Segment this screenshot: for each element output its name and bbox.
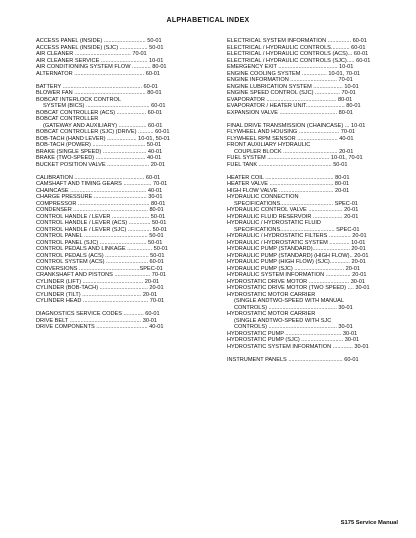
index-entry: BOBCAT INTERLOCK CONTROL [36, 96, 121, 103]
index-entry: CYLINDER HEAD .......................................... 70-01 [36, 298, 165, 304]
index-entry: CHAINCASE ................................................. 40-01 [36, 187, 163, 194]
index-entry: FLYWHEEL AND HOUSING .......................... 70-01 [227, 129, 356, 135]
index-entry: FINAL DRIVE TRANSMISSION (CHAINCASE) ... 10-01 [227, 122, 366, 129]
index-entry: HYDRAULIC PUMP (SJC) ................................ 20-01 [227, 265, 360, 272]
index-entry: CONTROL PANEL ......................................... 50-01 [36, 233, 164, 239]
index-entry: CONTROL PANEL (SJC) .............................. 50-01 [36, 239, 163, 246]
index-entry: ACCESS PANEL (INSIDE) (SJC) .................. 50-01 [36, 44, 164, 51]
index-entry-continuation: SYSTEM (BICS) ......................................... 60-01 [43, 103, 166, 109]
index-entry: CONTROL PEDALS AND LINKAGE ................ 50-01 [36, 246, 168, 252]
index-entry: AIR CLEANER .................................... 70-01 [36, 51, 147, 57]
index-entry: DIAGNOSTICS SERVICE CODES ............. 60-01 [36, 311, 160, 317]
page-title: ALPHABETICAL INDEX [166, 17, 250, 24]
index-entry: HEATER VALVE ......................................... 80-01 [227, 181, 350, 187]
index-entry: CONTROL HANDLE / LEVER (SJC) ............... 50-01 [36, 226, 167, 233]
index-entry: CRANKSHAFT AND PISTONS ....................... 70-01 [36, 272, 167, 278]
index-entry: BOB-TACH (POWER) .................................. 50-01 [36, 142, 162, 148]
index-entry: ENGINE INFORMATION .............................. 70-01 [227, 77, 353, 83]
index-entry: HYDRAULIC SYSTEM INFORMATION ................ 20-01 [227, 272, 367, 278]
index-entry: CYLINDER (LIFT) ....................................... 20-01 [36, 278, 160, 285]
index-entry: ELECTRICAL / HYDRAULIC CONTROLS............ 60-01 [227, 44, 366, 51]
index-entry: CHARGE PRESSURE .................................. 30-01 [36, 194, 163, 200]
index-entry: ENGINE SPEED CONTROL (SJC) ................ 70-01 [227, 90, 356, 96]
index-entry: EVAPORATOR / HEATER UNIT......................... 80-01 [227, 103, 361, 109]
index-entry: ALTERNATOR ............................................. 60-01 [36, 70, 161, 77]
index-entry: ENGINE COOLING SYSTEM ................ 10-01, 70-01 [227, 70, 361, 77]
index-entry: HYDRAULIC PUMP (HIGH FLOW) (SJC)............. 20-01 [227, 259, 366, 265]
index-entry: BLOWER FAN .............................................. 80-01 [36, 90, 162, 96]
index-entry: CYLINDER (BOB-TACH) ............................... 20-01 [36, 285, 164, 291]
index-entry: HYDROSTATIC PUMP (SJC) ........................... 30-01 [227, 337, 360, 343]
index-entry: DRIVE COMPONENTS ................................. 40-01 [36, 324, 164, 330]
index-entry: HYDROSTATIC MOTOR CARRIER [227, 291, 316, 298]
index-entry: FUEL SYSTEM ........................................ 10-01, 70-01 [227, 155, 363, 161]
index-entry: ELECTRICAL / HYDRAULIC CONTROLS (SJC)..... 60-01 [227, 57, 371, 64]
index-entry: HYDROSTATIC MOTOR CARRIER [227, 311, 316, 317]
index-entry: FLYWHEEL RPM SENSOR .......................... 40-01 [227, 135, 354, 142]
index-entry: AIR CONDITIONING SYSTEM FLOW ............ 80-01 [36, 64, 167, 70]
index-column-right [227, 38, 407, 363]
index-entry: HYDRAULIC PUMP (STANDARD)........................ 20-01 [227, 246, 366, 252]
index-entry: BRAKE (TWO-SPEED) ................................ 40-01 [36, 155, 162, 161]
index-entry: FRONT AUXILIARY HYDRAULIC [227, 142, 311, 148]
index-entry: EMERGENCY EXIT ...................................... 10-01 [227, 64, 354, 70]
index-entry: CONTROL SYSTEM (ACS) ........................... 60-01 [36, 259, 164, 265]
index-entry: ELECTRICAL / HYDRAULIC CONTROLS (ACS)... 60-01 [227, 51, 369, 57]
index-entry: HYDROSTATIC DRIVE MOTOR .......................... 30-01 [227, 278, 366, 285]
index-entry: AIR CLEANER SERVICE .............................. 10-01 [36, 57, 164, 64]
index-entry: INSTRUMENT PANELS ................................... 60-01 [227, 356, 359, 363]
index-entry-continuation: (SINGLE ANDTWO-SPEED WITH MANUAL [234, 298, 345, 304]
index-entry: CONTROL HANDLE / LEVER (ACS) .............. 50-01 [36, 220, 167, 226]
index-entry: HYDRAULIC FLUID RESERVOIR ................... 20-01 [227, 213, 359, 220]
index-entry: HYDRAULIC / HYDROSTATIC SYSTEM ............. 10-01 [227, 239, 366, 246]
index-entry: FUEL TANK ............................................... 50-01 [227, 161, 348, 168]
index-entry-continuation: (GATEWAY AND AUXILIARY) .................. 60-01 [43, 122, 163, 129]
index-entry: HYDRAULIC CONNECTION [227, 194, 299, 200]
index-entry: ENGINE LUBRICATION SYSTEM ................... 10-01 [227, 83, 359, 90]
index-entry: BOBCAT CONTROLLER (ACS) ................... 60-01 [36, 109, 162, 116]
index-entry: ELECTRICAL SYSTEM INFORMATION ............... 60-01 [227, 38, 367, 44]
index-entry: CALIBRATION ............................................. 60-01 [36, 174, 161, 181]
index-entry: HYDROSTATIC SYSTEM INFORMATION ............. 30-01 [227, 343, 369, 350]
index-entry: EVAPORATOR ............................................. 80-01 [227, 96, 353, 103]
index-entry-continuation: CONTROLS) ............................................ 30-01 [234, 324, 353, 330]
index-entry: HYDRAULIC / HYDROSTATIC FLUID [227, 220, 321, 226]
index-entry: BOBCAT CONTROLLER [36, 116, 99, 122]
index-entry: BRAKE (SINGLE SPEED) ............................ 40-01 [36, 148, 163, 155]
index-entry: CONDENSER ................................................ 80-01 [36, 207, 164, 213]
index-entry: HYDRAULIC PUMP (STANDARD) (HIGH FLOW).. 20-01 [227, 252, 369, 259]
index-entry: CYLINDER (TILT) ...................................... 20-01 [36, 291, 158, 298]
index-entry: CONTROL HANDLE / LEVER ........................ 50-01 [36, 213, 166, 220]
index-entry: HEATER COIL ............................................ 80-01 [227, 174, 350, 181]
index-entry-continuation: CONTROLS) ............................................ 30-01 [234, 304, 353, 311]
index-entry: BATTERY ................................................... 60-01 [36, 83, 158, 90]
index-entry-continuation: SPECIFICATIONS.................................. SPEC-01 [234, 200, 358, 207]
index-entry: HYDRAULIC / HYDROSTATIC FILTERS .............. 20-01 [227, 233, 367, 239]
index-entry: HYDRAULIC CONTROL VALVE ...................... 20-01 [227, 207, 359, 213]
index-entry-continuation: (SINGLE ANDTWO-SPEED WITH SJC [234, 317, 332, 324]
index-entry: BOBCAT CONTROLLER (SJC) (DRIVE) .......... 60-01 [36, 129, 170, 135]
index-entry: CONTROL PEDALS (ACS) ............................ 50-01 [36, 252, 165, 259]
index-entry: BUCKET POSITION VALVE ........................... 20-01 [36, 161, 166, 168]
index-entry: HYDROSTATIC DRIVE MOTOR (TWO SPEED) .... 30-01 [227, 285, 370, 291]
index-entry: CONVERSIONS .......................................SPEC-01 [36, 265, 163, 272]
index-entry-continuation: COUPLER BLOCK ................................... 20-01 [234, 148, 354, 155]
index-entry: HYDROSTATIC PUMP .................................... 30-01 [227, 330, 358, 337]
footer-manual-name: S175 Service Manual [340, 520, 398, 526]
index-entry: BOB-TACH (HAND LEVER) ................... 10-01, 50-01 [36, 135, 170, 142]
index-entry: DRIVE BELT .............................................. 30-01 [36, 317, 158, 324]
index-column-left [36, 38, 216, 331]
index-entry-continuation: SPECIFICATIONS................................... SPEC-01 [234, 226, 360, 233]
index-entry: CAMSHAFT AND TIMING GEARS .................. 70-01 [36, 181, 168, 187]
index-entry: COMPRESSOR .............................................. 80-01 [36, 200, 166, 207]
index-entry: ACCESS PANEL (INSIDE) ........................... 50-01 [36, 38, 162, 44]
index-entry: HIGH FLOW VALVE ................................... 20-01 [227, 187, 350, 194]
index-entry: EXPANSION VALVE ..................................... 80-01 [227, 109, 353, 116]
